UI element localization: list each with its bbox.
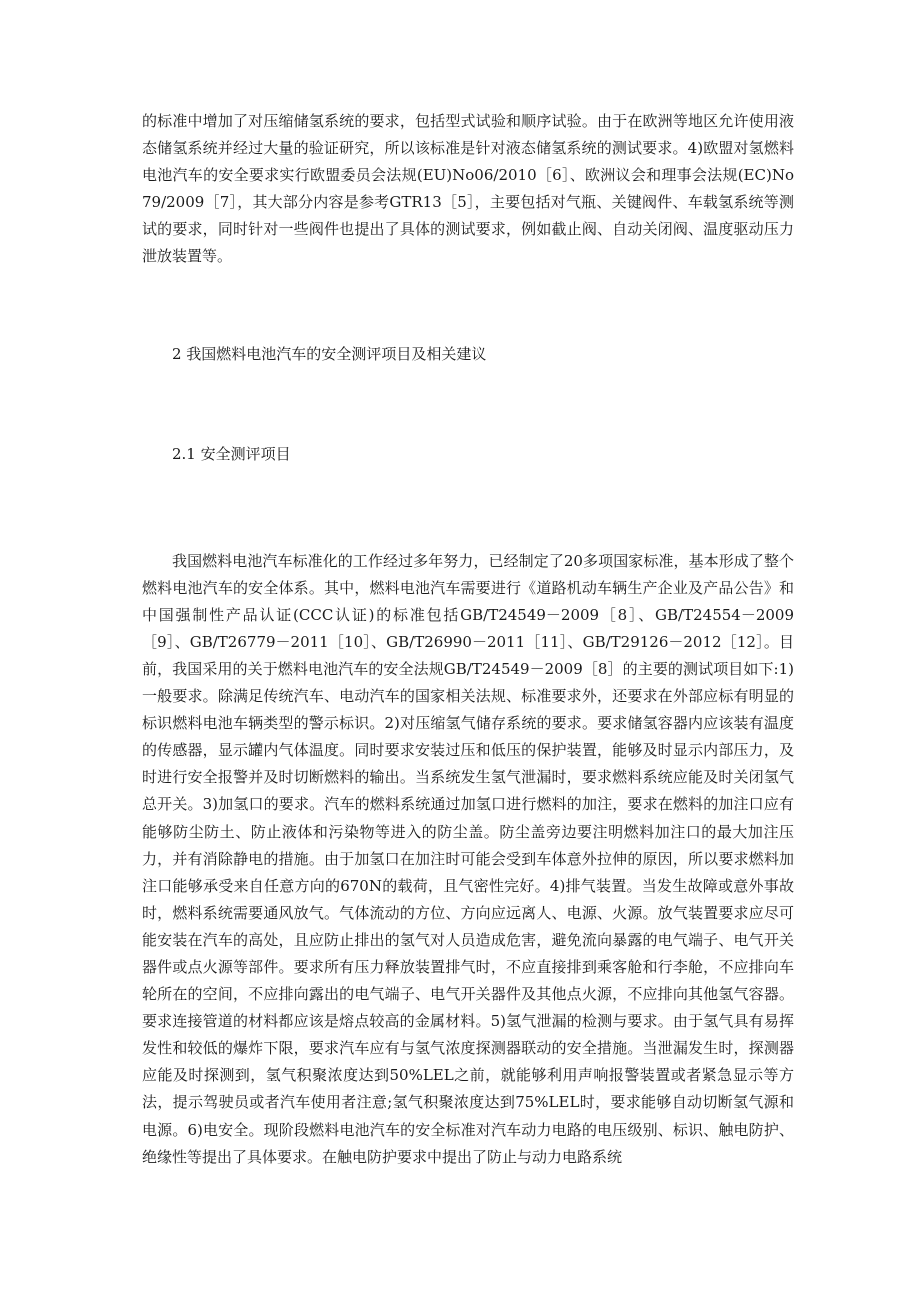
section-heading: 2 我国燃料电池汽车的安全测评项目及相关建议 (172, 344, 487, 363)
subsection-heading: 2.1 安全测评项目 (172, 444, 291, 463)
intro-paragraph: 的标准中增加了对压缩储氢系统的要求，包括型式试验和顺序试验。由于在欧洲等地区允许使用液态储氢系统并经过大量的验证研究，所以该标准是针对液态储氢系统的测试要求。4)欧盟对氢燃料电池汽车的安全要求实行欧盟委员会法规(EU)No06/2010［6］、欧洲议会和理事会法规(EC)No79/2009［7］，其大部分内容是参考GTR13［5］，主要包括对气瓶、关键阀件、车载氢系统等测试的要求，同时针对一些阀件也提出了具体的测试要求，例如截止阀、自动关闭阀、温度驱动压力泄放装置等。 (142, 112, 794, 266)
body-paragraph: 我国燃料电池汽车标准化的工作经过多年努力，已经制定了20多项国家标准，基本形成了整个燃料电池汽车的安全体系。其中，燃料电池汽车需要进行《道路机动车辆生产企业及产品公告》和中国强制性产品认证(CCC认证)的标准包括GB/T24549－2009［8］、GB/T24554－2009［9］、GB/T26779－2011［10］、GB/T26990－2011［11］、GB/T29126－2012［12］。目前，我国采用的关于燃料电池汽车的安全法规GB/T24549－2009［8］的主要的测试项目如下:1)一般要求。除满足传统汽车、电动汽车的国家相关法规、标准要求外，还要求在外部应标有明显的标识燃料电池车辆类型的警示标识。2)对压缩氢气储存系统的要求。要求储氢容器内应该装有温度的传感器，显示罐内气体温度。同时要求安装过压和低压的保护装置，能够及时显示内部压力，及时进行安全报警并及时切断燃料的输出。当系统发生氢气泄漏时，要求燃料系统应能及时关闭氢气总开关。3)加氢口的要求。汽车的燃料系统通过加氢口进行燃料的加注，要求在燃料的加注口应有能够防尘防土、防止液体和污染物等进入的防尘盖。防尘盖旁边要注明燃料加注口的最大加注压力，并有消除静电的措施。由于加氢口在加注时可能会受到车体意外拉伸的原因，所以要求燃料加注口能够承受来自任意方向的670N的载荷，且气密性完好。4)排气装置。当发生故障或意外事故时，燃料系统需要通风放气。气体流动的方位、方向应远离人、电源、火源。放气装置要求应尽可能安装在汽车的高处，且应防止排出的氢气对人员造成危害，避免流向暴露的电气端子、电气开关器件或点火源等部件。要求所有压力释放装置排气时，不应直接排到乘客舱和行李舱，不应排向车轮所在的空间，不应排向露出的电气端子、电气开关器件及其他点火源，不应排向其他氢气容器。要求连接管道的材料都应该是熔点较高的金属材料。5)氢气泄漏的检测与要求。由于氢气具有易挥发性和较低的爆炸下限，要求汽车应有与氢气浓度探测器联动的安全措施。当泄漏发生时，探测器应能及时探测到，氢气积聚浓度达到50%LEL之前，就能够利用声响报警装置或者紧急显示等方法，提示驾驶员或者汽车使用者注意;氢气积聚浓度达到75%LEL时，要求能够自动切断氢气源和电源。6)电安全。现阶段燃料电池汽车的安全标准对汽车动力电路的电压级别、标识、触电防护、绝缘性等提出了具体要求。在触电防护要求中提出了防止与动力电路系统 (142, 551, 794, 1166)
document-page (142, 108, 794, 1171)
